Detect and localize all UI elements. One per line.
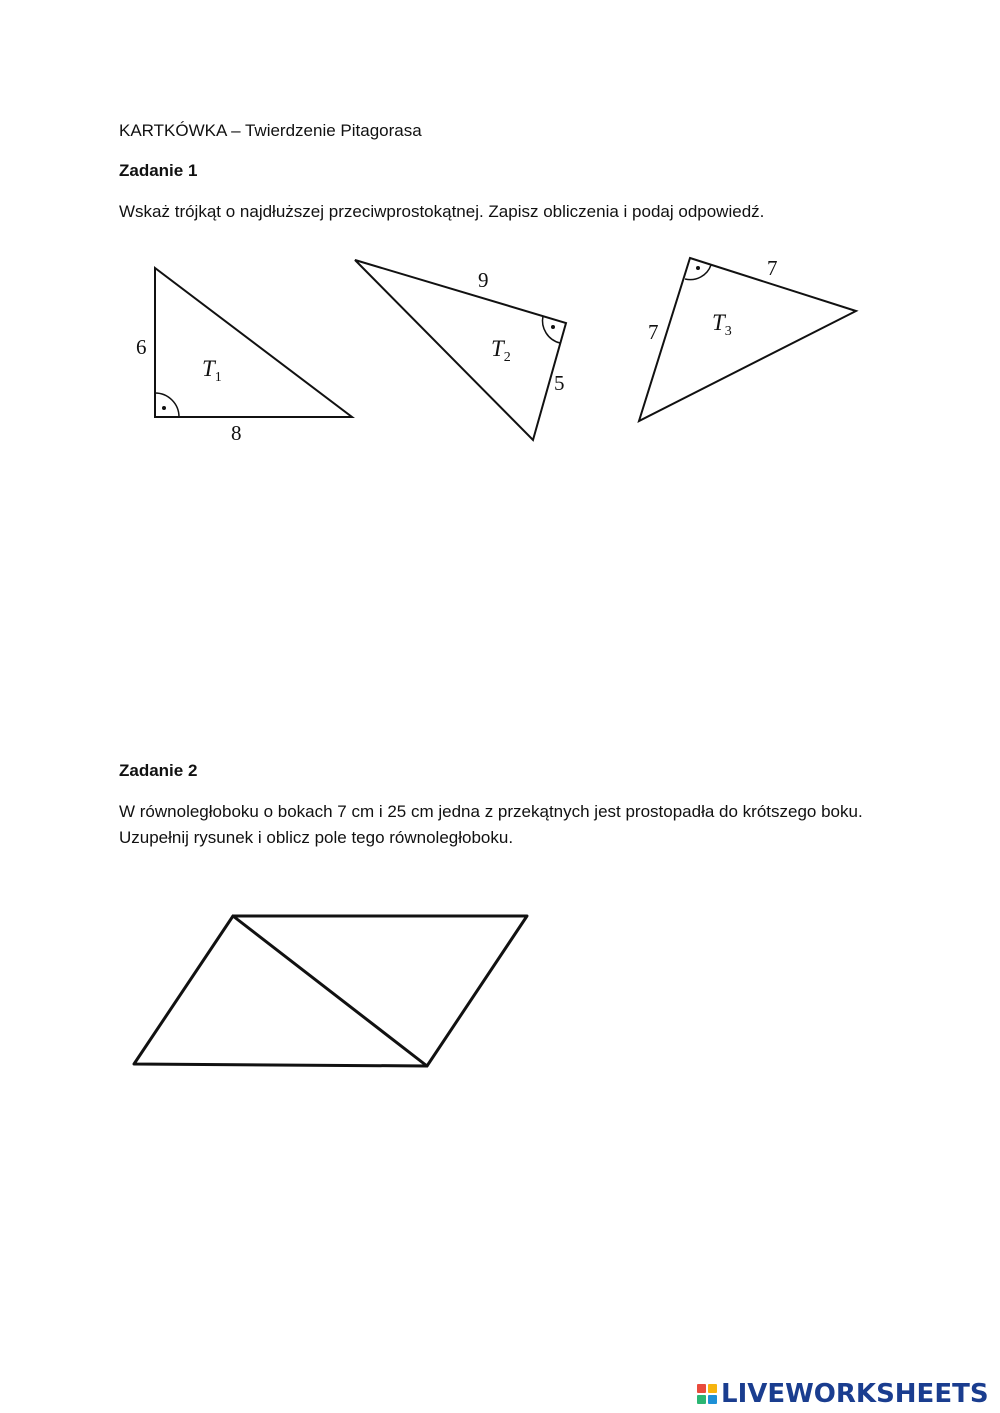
logo-blocks-icon [697,1384,717,1404]
triangle-t2-shape [355,260,566,440]
triangle-t3-leg-top: 7 [767,256,778,280]
logo-block-yellow [708,1384,717,1393]
triangle-t2-name [491,336,511,365]
triangle-t3-subscript: 3 [724,324,732,339]
parallelogram-shape [134,916,527,1066]
triangle-t2-leg-side: 5 [554,371,565,395]
triangles-figure [0,0,1000,460]
logo-text: LIVEWORKSHEETS [721,1379,989,1409]
triangle-t1-leg-vertical: 6 [136,335,147,359]
triangle-t3-leg-side: 7 [648,320,659,344]
triangle-t1-shape [155,268,352,417]
task2-heading: Zadanie 2 [119,761,198,780]
triangle-t3-letter: T [712,310,725,335]
task1-heading: Zadanie 1 [119,161,198,180]
triangle-t3-shape [639,258,856,421]
liveworksheets-logo [697,1377,989,1411]
triangle-t2-leg-top: 9 [478,268,489,292]
logo-block-green [697,1395,706,1404]
parallelogram-diagonal [233,916,427,1066]
logo-block-blue [708,1395,717,1404]
logo-block-red [697,1384,706,1393]
triangle-t2-subscript: 2 [503,350,511,365]
triangle-t1-right-angle-dot [162,406,166,410]
triangle-t1-name [202,356,222,385]
triangle-t1-subscript: 1 [214,370,222,385]
task1-instructions: Wskaż trójkąt o najdłuższej przeciwprostokątnej. Zapisz obliczenia i podaj odpowiedź. [119,202,765,221]
task2-instructions: W równoległoboku o bokach 7 cm i 25 cm jedna z przekątnych jest prostopadła do krótszego boku. Uzupełnij rysunek i oblicz pole tego równoległoboku. [119,802,863,847]
triangle-t3-right-angle-dot [696,266,700,270]
triangle-t1-letter: T [202,356,215,381]
triangle-t3-name [712,310,732,339]
triangle-t2-right-angle-dot [551,325,555,329]
triangle-t2-letter: T [491,336,504,361]
page-title: KARTKÓWKA – Twierdzenie Pitagorasa [119,121,422,140]
triangle-t1-right-angle-mark [155,393,179,417]
triangle-t1-leg-horizontal: 8 [231,421,242,445]
